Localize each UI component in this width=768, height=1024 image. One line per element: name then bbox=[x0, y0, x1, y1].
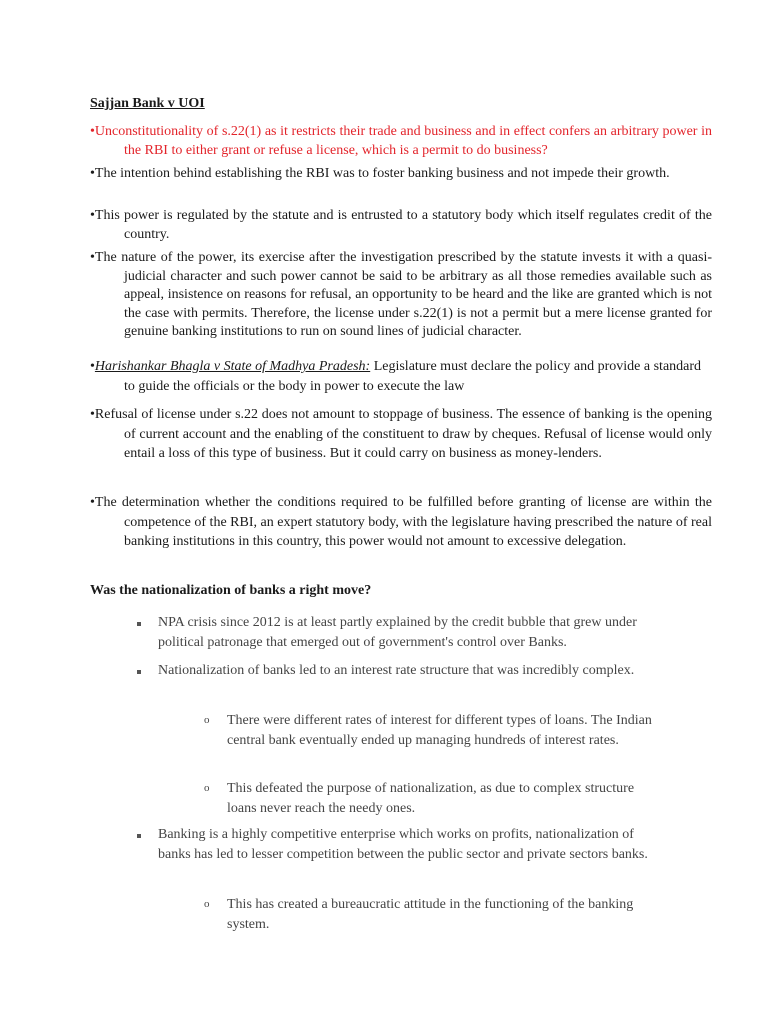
section-heading: Sajjan Bank v UOI bbox=[90, 96, 205, 111]
bullet-char: • bbox=[90, 359, 95, 374]
sub-list-item: This defeated the purpose of nationalization, as due to complex structure loans never reach the needy ones. bbox=[227, 781, 635, 816]
paragraph-intention: •The intention behind establishing the RBI was to foster banking business and not impede their growth. bbox=[90, 166, 670, 181]
list-item: Banking is a highly competitive enterprise which works on profits, nationalization of banks has led to lesser competition between the public sector and private sectors banks. bbox=[158, 827, 648, 862]
paragraph-harishankar bbox=[90, 357, 712, 396]
circle-bullet-icon: o bbox=[204, 714, 210, 726]
circle-bullet-icon: o bbox=[204, 782, 210, 794]
sub-list-item: This has created a bureaucratic attitude in the functioning of the banking system. bbox=[227, 897, 634, 932]
list-item: Nationalization of banks led to an interest rate structure that was incredibly complex. bbox=[158, 663, 635, 678]
square-bullet-icon bbox=[137, 834, 141, 838]
square-bullet-icon bbox=[137, 622, 141, 626]
paragraph-refusal: •Refusal of license under s.22 does not amount to stoppage of business. The essence of banking is the opening of current account and the enabling of the constituent to draw by cheques. Refusal of license would only entail a loss of this type of business. But it could carry on business as money-lenders. bbox=[90, 407, 712, 461]
paragraph-nature-of-power: •The nature of the power, its exercise after the investigation prescribed by the statute invests it with a quasi-judicial character and such power cannot be said to be arbitrary as all those remedies available such as appeal, insistence on reasons for refusal, an opportunity to be heard and the like are granted which is not the case with permits. Therefore, the license under s.22(1) is not a permit but a mere license granted for genuine banking institutions to run on sound lines of judicial character. bbox=[90, 250, 712, 339]
list-item: NPA crisis since 2012 is at least partly explained by the credit bubble that grew under political patronage that emerged out of government's control over Banks. bbox=[158, 615, 637, 650]
circle-bullet-icon: o bbox=[204, 898, 210, 910]
case-text: Legislature must declare the policy and provide a standard to guide the officials or the body in power to execute the law bbox=[124, 359, 702, 394]
square-bullet-icon bbox=[137, 670, 141, 674]
paragraph-unconstitutionality: •Unconstitutionality of s.22(1) as it restricts their trade and business and in effect confers an arbitrary power in the RBI to either grant or refuse a license, which is a permit to do business? bbox=[90, 124, 712, 158]
paragraph-power-regulated: •This power is regulated by the statute and is entrusted to a statutory body which itself regulates credit of the country. bbox=[90, 208, 712, 242]
sub-list-item: There were different rates of interest for different types of loans. The Indian central bank eventually ended up managing hundreds of interest rates. bbox=[227, 713, 652, 748]
question-heading: Was the nationalization of banks a right move? bbox=[90, 583, 372, 598]
case-name-link: Harishankar Bhagla v State of Madhya Pradesh: bbox=[94, 359, 371, 374]
paragraph-determination: •The determination whether the conditions required to be fulfilled before granting of license are within the competence of the RBI, an expert statutory body, with the legislature having prescribed the nature of real banking institutions in this country, this power would not amount to excessive delegation. bbox=[90, 495, 712, 549]
